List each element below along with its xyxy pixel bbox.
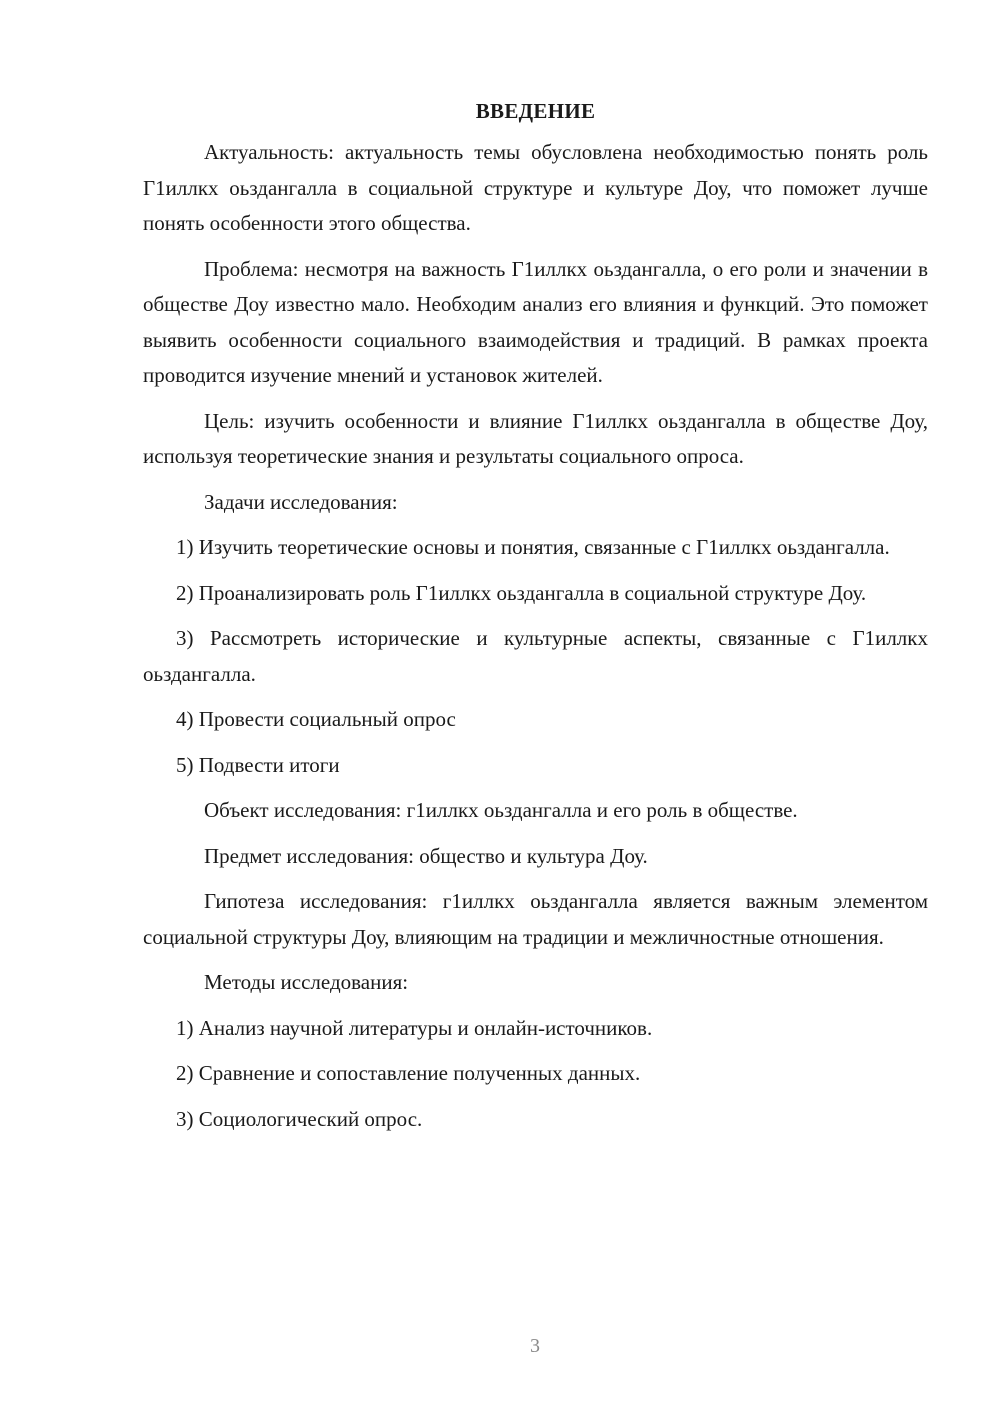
task-item-4: 4) Провести социальный опрос bbox=[176, 707, 456, 731]
paragraph-goal: Цель: изучить особенности и влияние Г1иллкх оьздангалла в обществе Доу, используя теоретические знания и результаты социального опроса. bbox=[143, 408, 928, 468]
paragraph-problem: Проблема: несмотря на важность Г1иллкх оьздангалла, о его роли и значении в обществе Доу известно мало. Необходим анализ его влияния и функций. Это поможет выявить особенности социального взаимодействия и традиций. В рамках проекта проводится изучение мнений и установок жителей. bbox=[143, 256, 928, 387]
method-item-3: 3) Социологический опрос. bbox=[176, 1106, 423, 1131]
methods-heading: Методы исследования: bbox=[204, 970, 409, 994]
paragraph-relevance: Актуальность: актуальность темы обусловлена необходимостью понять роль Г1иллкх оьздангалла в социальной структуре и культуре Доу, что поможет лучше понять особенности этого общества. bbox=[143, 140, 928, 235]
task-item-1: 1) Изучить теоретические основы и понятия, связанные с Г1иллкх оьздангалла. bbox=[176, 535, 890, 559]
paragraph-subject: Предмет исследования: общество и культура Доу. bbox=[204, 843, 648, 868]
page-number: 3 bbox=[530, 1335, 540, 1357]
page-title: ВВЕДЕНИЕ bbox=[475, 99, 596, 123]
paragraph-hypothesis: Гипотеза исследования: г1иллкх оьздангалла является важным элементом социальной структуры Доу, влияющим на традиции и межличностные отношения. bbox=[143, 889, 928, 949]
task-item-3: 3) Рассмотреть исторические и культурные аспекты, связанные с Г1иллкх оьздангалла. bbox=[143, 626, 928, 686]
task-item-5: 5) Подвести итоги bbox=[176, 752, 340, 777]
page-content bbox=[143, 95, 928, 1147]
paragraph-object: Объект исследования: г1иллкх оьздангалла и его роль в обществе. bbox=[204, 798, 798, 822]
task-item-2: 2) Проанализировать роль Г1иллкх оьздангалла в социальной структуре Доу. bbox=[176, 580, 867, 605]
method-item-1: 1) Анализ научной литературы и онлайн-источников. bbox=[176, 1015, 653, 1040]
method-item-2: 2) Сравнение и сопоставление полученных данных. bbox=[176, 1061, 641, 1085]
tasks-heading: Задачи исследования: bbox=[204, 489, 398, 514]
